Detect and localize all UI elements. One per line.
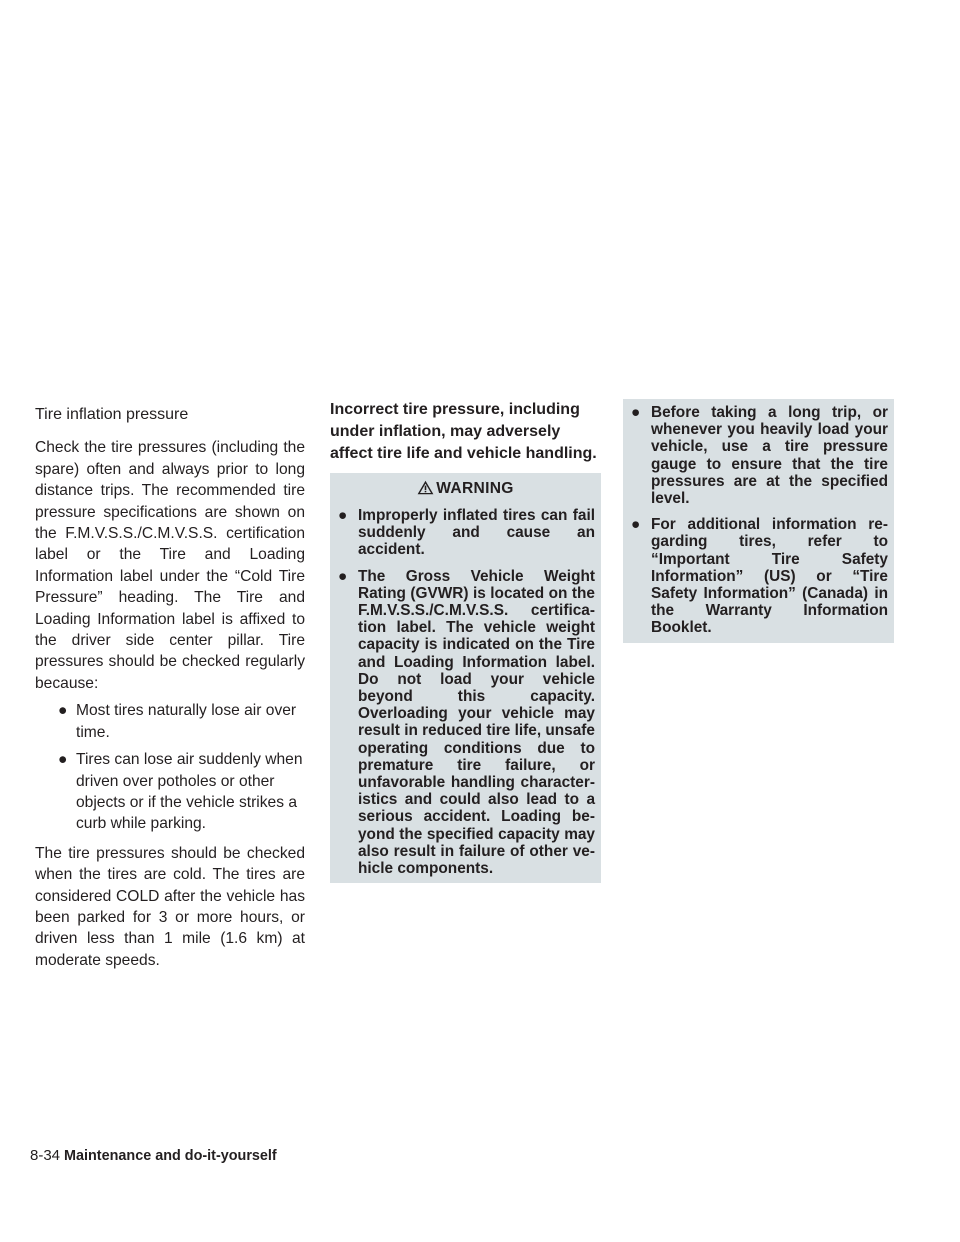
warning-triangle-icon [417, 480, 434, 495]
warning-item [629, 516, 888, 636]
warning-item [336, 507, 595, 559]
paragraph-cold-tires: The tire pressures should be checked when the tires are cold. The tires are considered COLD after the vehicle has been parked for 3 or more hours, or driven less than 1 mile (1.6 km) at moderate speeds. [35, 844, 305, 969]
page-number: 8-34 [30, 1147, 61, 1164]
list-item-text: Most tires naturally lose air over time. [76, 702, 297, 741]
warning-item-text: Improperly inflated tires can fail suddenly and cause an accident. [358, 507, 595, 559]
bullet-icon: ● [338, 507, 348, 524]
list-item [35, 749, 305, 835]
column-left [35, 404, 305, 977]
warning-box-continued [623, 399, 894, 643]
reasons-list [35, 700, 305, 834]
column-middle [330, 399, 601, 883]
warning-title [336, 477, 595, 501]
warning-title-text: WARNING [436, 480, 514, 497]
warning-item [629, 404, 888, 507]
warning-item [336, 568, 595, 878]
warning-item-text: Before taking a long trip, or whenever you heavily load your vehicle, use a tire pressure gauge to ensure that the tire pressures are at the specified level. [651, 404, 888, 508]
warning-list [336, 507, 595, 877]
list-item [35, 700, 305, 743]
list-item-text: Tires can lose air suddenly when driven over potholes or other objects or if the vehicle strikes a curb while parking. [76, 751, 303, 833]
column-right [623, 399, 894, 643]
bullet-icon: ● [631, 516, 641, 534]
bullet-icon: ● [631, 404, 641, 421]
bullet-icon: ● [338, 567, 348, 585]
paragraph-check-pressures: Check the tire pressures (including the spare) often and always prior to long distance trips. The recommended tire pressure specifications are shown on the F.M.V.S.S./C.M.V.S.S. certification label or the Tire and Loading Information label under the “Cold Tire Pressure” heading. The Tire and Loading Information label is affixed to the driver side center pillar. Tire pressures should be checked regularly because: [35, 439, 305, 692]
intro-statement: Incorrect tire pressure, including under inflation, may adversely affect tire life and vehicle handling. [330, 401, 597, 462]
warning-list [629, 404, 888, 637]
warning-box [330, 473, 601, 883]
section-heading: Tire inflation pressure [35, 406, 189, 423]
warning-item-text: For additional information regarding tires, refer to “Important Tire Safety Information” (US) or “Tire Safety Information” (Canada) in the Warranty Information Booklet. [651, 516, 888, 637]
page-footer [30, 1147, 277, 1164]
bullet-icon: ● [58, 702, 68, 720]
section-title: Maintenance and do-it-yourself [64, 1148, 277, 1164]
bullet-icon: ● [58, 751, 68, 769]
warning-item-text: The Gross Vehicle Weight Rating (GVWR) is located on the F.M.V.S.S./C.M.V.S.S. certification label. The vehicle weight capacity is indicated on the Tire and Loading Information label. Do not load your vehicle beyond this capacity. Overloading your vehicle may result in reduced tire life, unsafe operating conditions due to premature tire failure, or unfavorable handling characteristics and could also lead to a serious accident. Loading beyond the specified capacity may also result in failure of other vehicle components. [358, 567, 595, 878]
